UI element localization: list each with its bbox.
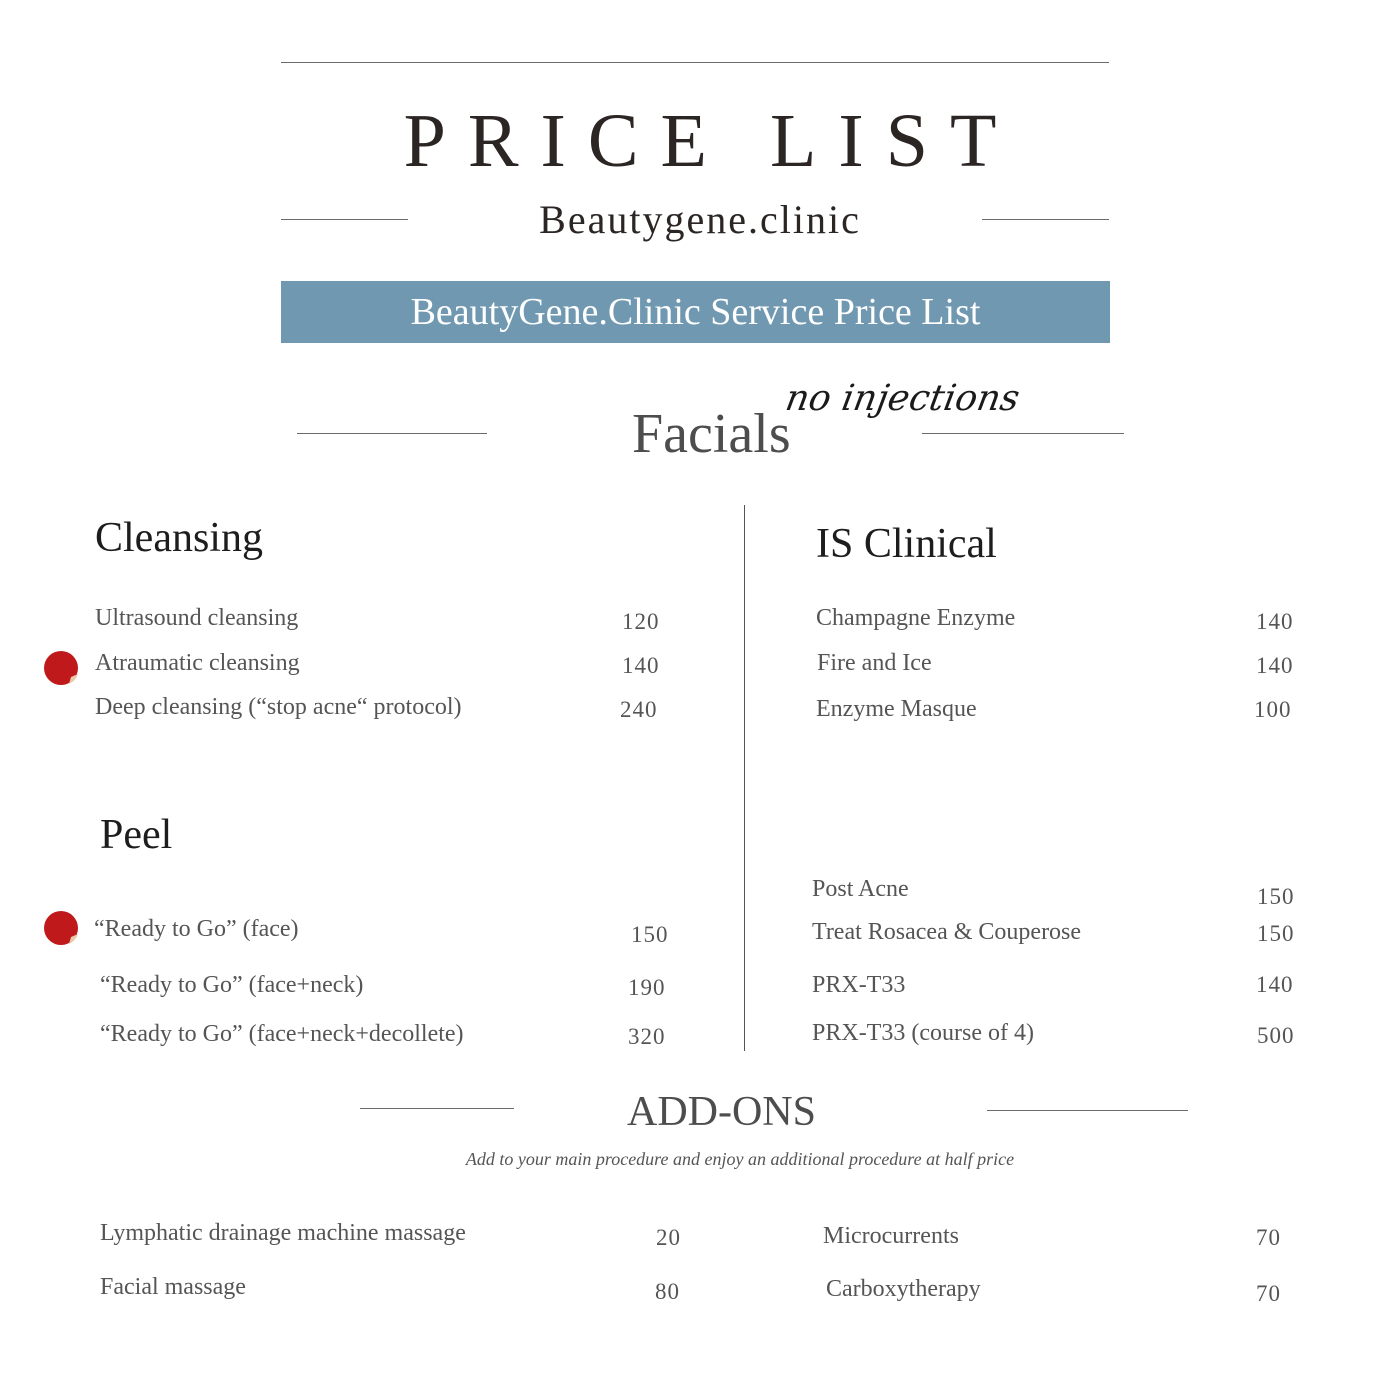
top-divider bbox=[281, 62, 1109, 63]
list-item: Microcurrents bbox=[823, 1223, 959, 1249]
list-item: Lymphatic drainage machine massage bbox=[100, 1220, 466, 1246]
item-price: 320 bbox=[628, 1024, 666, 1049]
item-price: 150 bbox=[631, 922, 669, 947]
item-price: 70 bbox=[1256, 1281, 1281, 1306]
item-price: 70 bbox=[1256, 1225, 1281, 1250]
item-price: 140 bbox=[1256, 609, 1294, 634]
item-price: 140 bbox=[622, 653, 660, 678]
facials-title: Facials bbox=[632, 403, 791, 465]
item-price: 140 bbox=[1256, 972, 1294, 997]
clinic-name: Beautygene.clinic bbox=[539, 197, 861, 242]
list-item: Deep cleansing (“stop acne“ protocol) bbox=[95, 694, 462, 720]
list-item: Carboxytherapy bbox=[826, 1276, 981, 1302]
cleansing-title: Cleansing bbox=[95, 515, 263, 561]
item-price: 20 bbox=[656, 1225, 681, 1250]
peel-title: Peel bbox=[100, 812, 173, 858]
marker-dot-icon bbox=[43, 910, 79, 946]
item-price: 190 bbox=[628, 975, 666, 1000]
addons-divider-right bbox=[987, 1110, 1188, 1111]
list-item: PRX-T33 bbox=[812, 972, 906, 998]
list-item: “Ready to Go” (face+neck+decollete) bbox=[100, 1021, 464, 1047]
item-price: 150 bbox=[1257, 884, 1295, 909]
column-divider bbox=[744, 505, 745, 1051]
list-item: “Ready to Go” (face) bbox=[94, 916, 299, 942]
list-item: Enzyme Masque bbox=[816, 696, 977, 722]
item-price: 240 bbox=[620, 697, 658, 722]
list-item: Treat Rosacea & Couperose bbox=[812, 919, 1082, 945]
item-price: 80 bbox=[655, 1279, 680, 1304]
page-title: PRICE LIST bbox=[403, 99, 1019, 183]
addons-title: ADD-ONS bbox=[627, 1089, 816, 1135]
list-item: Atraumatic cleansing bbox=[95, 650, 300, 676]
list-item: Facial massage bbox=[100, 1274, 246, 1300]
facials-divider-left bbox=[297, 433, 487, 434]
list-item: Ultrasound cleansing bbox=[95, 605, 299, 631]
list-item: Fire and Ice bbox=[817, 650, 932, 676]
item-price: 140 bbox=[1256, 653, 1294, 678]
facials-divider-right bbox=[922, 433, 1124, 434]
list-item: Champagne Enzyme bbox=[816, 605, 1016, 631]
banner: BeautyGene.Clinic Service Price List bbox=[281, 281, 1110, 343]
addons-note: Add to your main procedure and enjoy an additional procedure at half price bbox=[465, 1149, 1015, 1169]
marker-dot-icon bbox=[43, 650, 79, 686]
list-item: PRX-T33 (course of 4) bbox=[812, 1020, 1034, 1046]
addons-divider-left bbox=[360, 1108, 514, 1109]
item-price: 150 bbox=[1257, 921, 1295, 946]
item-price: 120 bbox=[622, 609, 660, 634]
list-item: “Ready to Go” (face+neck) bbox=[100, 972, 364, 998]
is-clinical-title: IS Clinical bbox=[816, 521, 997, 567]
item-price: 100 bbox=[1254, 697, 1292, 722]
item-price: 500 bbox=[1257, 1023, 1295, 1048]
list-item: Post Acne bbox=[812, 876, 909, 902]
no-injections-note: no injections bbox=[782, 378, 1023, 419]
